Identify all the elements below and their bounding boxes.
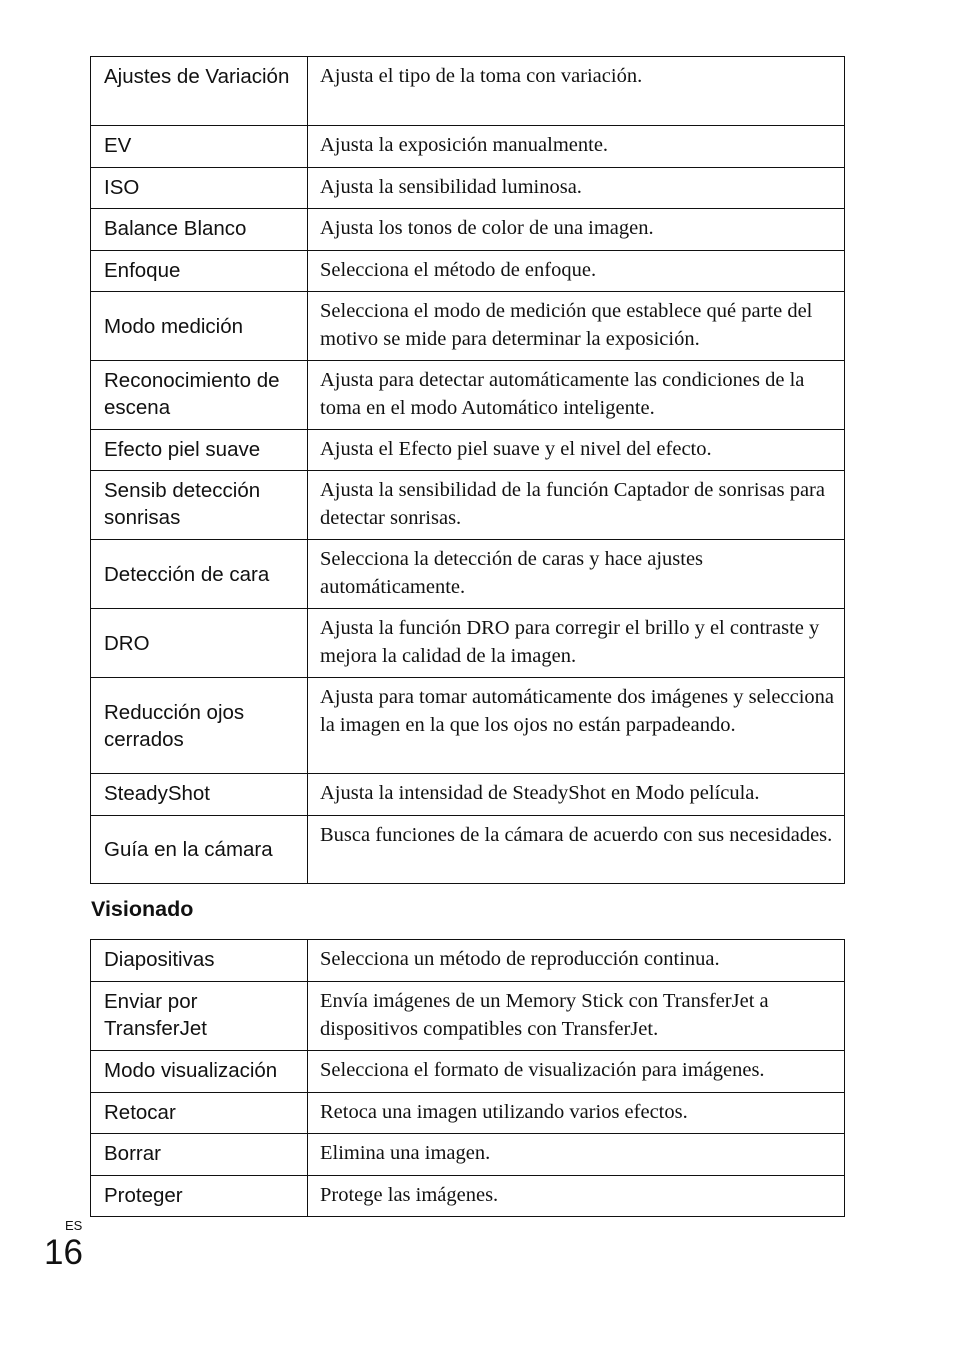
setting-description: Ajusta la sensibilidad luminosa. <box>308 168 845 209</box>
table-row <box>91 1051 845 1093</box>
setting-description: Elimina una imagen. <box>308 1134 845 1176</box>
page-number: 16 <box>44 1233 83 1272</box>
setting-description: Ajusta la intensidad de SteadyShot en Modo película. <box>308 774 845 816</box>
table-row <box>91 251 845 292</box>
setting-name: Guía en la cámara <box>91 816 308 884</box>
setting-name: DRO <box>91 609 308 678</box>
table-row <box>91 774 845 816</box>
setting-name: Sensib detección sonrisas <box>91 471 308 540</box>
table-row <box>91 361 845 430</box>
setting-name: Diapositivas <box>91 940 308 982</box>
setting-description: Ajusta la función DRO para corregir el brillo y el contraste y mejora la calidad de la imagen. <box>308 609 845 678</box>
table-row <box>91 209 845 251</box>
table-row <box>91 168 845 209</box>
setting-description: Selecciona el formato de visualización para imágenes. <box>308 1051 845 1093</box>
setting-description: Ajusta la sensibilidad de la función Captador de sonrisas para detectar sonrisas. <box>308 471 845 540</box>
table-row <box>91 126 845 168</box>
settings-table <box>90 56 845 884</box>
setting-name: Reconocimiento de escena <box>91 361 308 430</box>
table-row <box>91 609 845 678</box>
setting-name: EV <box>91 126 308 168</box>
setting-name: Detección de cara <box>91 540 308 609</box>
setting-name: Efecto piel suave <box>91 430 308 471</box>
table-row <box>91 816 845 884</box>
setting-description: Ajusta para detectar automáticamente las condiciones de la toma en el modo Automático inteligente. <box>308 361 845 430</box>
setting-description: Ajusta la exposición manualmente. <box>308 126 845 168</box>
table-row <box>91 678 845 774</box>
setting-description: Selecciona un método de reproducción continua. <box>308 940 845 982</box>
playback-table <box>90 939 845 1217</box>
setting-name: Enfoque <box>91 251 308 292</box>
setting-name: Borrar <box>91 1134 308 1176</box>
table-row <box>91 940 845 982</box>
setting-name: ISO <box>91 168 308 209</box>
setting-description: Ajusta el tipo de la toma con variación. <box>308 57 845 126</box>
table-row <box>91 292 845 361</box>
setting-name: Reducción ojos cerrados <box>91 678 308 774</box>
setting-description: Selecciona el modo de medición que establece qué parte del motivo se mide para determinar la exposición. <box>308 292 845 361</box>
setting-name: Modo visualización <box>91 1051 308 1093</box>
table-row <box>91 540 845 609</box>
setting-description: Protege las imágenes. <box>308 1176 845 1217</box>
setting-description: Ajusta el Efecto piel suave y el nivel del efecto. <box>308 430 845 471</box>
table-row <box>91 982 845 1051</box>
setting-name: Ajustes de Variación <box>91 57 308 126</box>
setting-description: Envía imágenes de un Memory Stick con TransferJet a dispositivos compatibles con TransferJet. <box>308 982 845 1051</box>
table-row <box>91 1093 845 1134</box>
setting-name: Modo medición <box>91 292 308 361</box>
language-code: ES <box>65 1218 83 1233</box>
table-row <box>91 57 845 126</box>
table-row <box>91 1134 845 1176</box>
table-row <box>91 471 845 540</box>
setting-name: SteadyShot <box>91 774 308 816</box>
setting-name: Proteger <box>91 1176 308 1217</box>
table-row <box>91 1176 845 1217</box>
setting-description: Ajusta para tomar automáticamente dos imágenes y selecciona la imagen en la que los ojos no están parpadeando. <box>308 678 845 774</box>
setting-description: Selecciona la detección de caras y hace ajustes automáticamente. <box>308 540 845 609</box>
setting-description: Ajusta los tonos de color de una imagen. <box>308 209 845 251</box>
section-title: Visionado <box>91 897 194 921</box>
setting-description: Retoca una imagen utilizando varios efectos. <box>308 1093 845 1134</box>
setting-name: Retocar <box>91 1093 308 1134</box>
setting-name: Balance Blanco <box>91 209 308 251</box>
setting-name: Enviar por TransferJet <box>91 982 308 1051</box>
setting-description: Busca funciones de la cámara de acuerdo con sus necesidades. <box>308 816 845 884</box>
table-row <box>91 430 845 471</box>
setting-description: Selecciona el método de enfoque. <box>308 251 845 292</box>
